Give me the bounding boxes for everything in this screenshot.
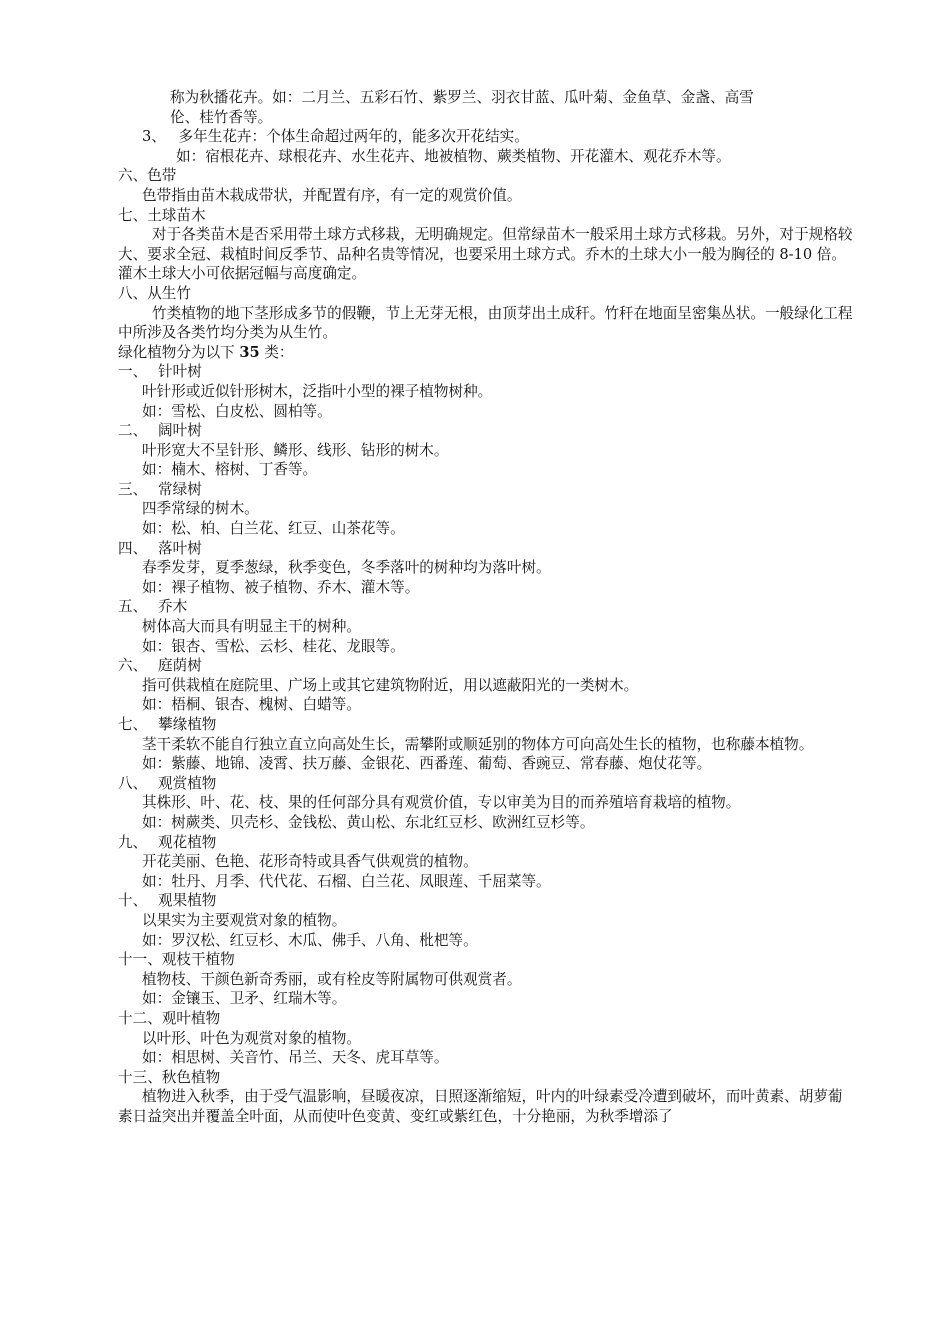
category-number: 三、 bbox=[118, 480, 148, 498]
category-title: 观叶植物 bbox=[161, 1009, 221, 1027]
category-number: 十一、 bbox=[118, 951, 162, 969]
category-number: 十、 bbox=[118, 892, 148, 910]
section-heading: 七、土球苗木 bbox=[118, 206, 206, 224]
category-examples: 如：牡丹、月季、代代花、石榴、白兰花、凤眼莲、千屈菜等。 bbox=[142, 872, 551, 890]
category-heading bbox=[118, 833, 854, 853]
category-number: 六、 bbox=[118, 657, 148, 675]
category-title: 观枝干植物 bbox=[161, 951, 235, 969]
text-line: 如：宿根花卉、球根花卉、水生花卉、地被植物、蕨类植物、开花灌木、观花乔木等。 bbox=[176, 147, 731, 165]
text-line: 伦、桂竹香等。 bbox=[170, 108, 273, 126]
text-line: 称为秋播花卉。如：二月兰、五彩石竹、紫罗兰、羽衣甘蓝、瓜叶菊、金鱼草、金盏、高雪 bbox=[170, 89, 754, 106]
category-title: 针叶树 bbox=[158, 363, 202, 381]
section-body: 植物进入秋季，由于受气温影响，昼暖夜凉，日照逐渐缩短，叶内的叶绿素受冷遭到破坏，而叶黄素、胡萝葡素日益突出并覆盖全叶面，从而使叶色变黄、变红或紫红色，十分艳丽，为秋季增添了 bbox=[118, 1088, 843, 1125]
category-number: 七、 bbox=[118, 716, 148, 733]
category-examples: 如：银杏、雪松、云杉、桂花、龙眼等。 bbox=[142, 637, 405, 655]
category-heading bbox=[118, 539, 854, 559]
category-description: 开花美丽、色艳、花形奇特或具香气供观赏的植物。 bbox=[142, 853, 478, 871]
document-page bbox=[118, 88, 854, 1126]
category-description: 指可供栽植在庭院里、广场上或其它建筑物附近，用以遮蔽阳光的一类树木。 bbox=[142, 676, 639, 694]
category-examples: 如：松、柏、白兰花、红豆、山茶花等。 bbox=[142, 520, 405, 538]
category-heading bbox=[118, 774, 854, 794]
section-body: 对于各类苗木是否采用带土球方式移栽，无明确规定。但常绿苗木一般采用土球方式移栽。另外，对于规格较大、要求全冠、栽植时间反季节、品种名贵等情况，也要采用土球方式。乔木的土球大小一般为胸径的 8-10 倍。灌木土球大小可依据冠幅与高度确定。 bbox=[118, 226, 853, 283]
category-description: 以叶形、叶色为观赏对象的植物。 bbox=[142, 1029, 361, 1047]
section-heading: 六、色带 bbox=[118, 167, 177, 185]
category-examples: 如：罗汉松、红豆杉、木瓜、佛手、八角、枇杷等。 bbox=[142, 931, 478, 949]
list-item-perennial bbox=[118, 127, 854, 147]
category-description: 其株形、叶、花、枝、果的任何部分具有观赏价值，专以审美为目的而养殖培育栽培的植物。 bbox=[142, 794, 741, 812]
category-description: 树体高大而具有明显主干的树种。 bbox=[142, 618, 361, 636]
category-title: 常绿树 bbox=[158, 480, 202, 498]
category-heading bbox=[118, 421, 854, 441]
category-count: 35 bbox=[239, 343, 260, 361]
category-heading bbox=[118, 362, 854, 382]
category-examples: 如：紫藤、地锦、凌霄、扶万藤、金银花、西番莲、葡萄、香豌豆、常春藤、炮仗花等。 bbox=[142, 755, 712, 773]
category-number: 五、 bbox=[118, 598, 148, 616]
category-number: 二、 bbox=[118, 422, 148, 440]
category-heading bbox=[118, 1009, 854, 1029]
category-description: 春季发芽，夏季葱绿，秋季变色，冬季落叶的树种均为落叶树。 bbox=[142, 559, 551, 577]
section-heading: 十三、秋色植物 bbox=[118, 1068, 221, 1086]
category-description: 叶形宽大不呈针形、鳞形、线形、钻形的树木。 bbox=[142, 441, 449, 459]
intro-text: 绿化植物分为以下 bbox=[118, 343, 240, 361]
category-description: 以果实为主要观赏对象的植物。 bbox=[142, 911, 347, 929]
list-number: 3、 bbox=[142, 128, 166, 146]
list-text: 多年生花卉：个体生命超过两年的，能多次开花结实。 bbox=[178, 128, 529, 146]
category-examples: 如：梧桐、银杏、槐树、白蜡等。 bbox=[142, 696, 361, 714]
section-body: 竹类植物的地下茎形成多节的假鞭，节上无芽无根，由顶芽出土成秆。竹秆在地面呈密集丛状。一般绿化工程中所涉及各类竹均分类为从生竹。 bbox=[118, 304, 853, 342]
category-title: 庭荫树 bbox=[158, 657, 202, 675]
category-heading bbox=[118, 891, 854, 911]
category-number: 九、 bbox=[118, 833, 148, 851]
category-title: 阔叶树 bbox=[158, 422, 202, 440]
category-list bbox=[118, 362, 854, 1067]
category-heading bbox=[118, 597, 854, 617]
category-heading bbox=[118, 950, 854, 970]
classification-intro bbox=[118, 343, 854, 363]
category-number: 十二、 bbox=[118, 1009, 162, 1027]
category-description: 植物枝、干颜色新奇秀丽，或有栓皮等附属物可供观赏者。 bbox=[142, 970, 522, 988]
category-title: 落叶树 bbox=[158, 539, 202, 557]
category-heading bbox=[118, 715, 854, 735]
category-title: 观赏植物 bbox=[158, 774, 217, 792]
category-title: 乔木 bbox=[158, 598, 188, 616]
category-examples: 如：裸子植物、被子植物、乔木、灌木等。 bbox=[142, 578, 420, 596]
category-description: 茎干柔软不能自行独立直立向高处生长，需攀附或顺延别的物体方可向高处生长的植物，也称藤本植物。 bbox=[142, 735, 814, 753]
category-title: 观果植物 bbox=[158, 892, 217, 910]
category-description: 叶针形或近似针形树木，泛指叶小型的裸子植物树种。 bbox=[142, 382, 493, 400]
category-number: 八、 bbox=[118, 774, 148, 792]
section-body: 色带指由苗木栽成带状，并配置有序，有一定的观赏价值。 bbox=[142, 186, 522, 204]
category-examples: 如：雪松、白皮松、圆柏等。 bbox=[142, 402, 332, 420]
category-heading bbox=[118, 480, 854, 500]
category-title: 观花植物 bbox=[158, 833, 217, 851]
category-examples: 如：相思树、关音竹、吊兰、天冬、虎耳草等。 bbox=[142, 1049, 449, 1067]
intro-text-end: 类： bbox=[259, 343, 294, 361]
category-examples: 如：树蕨类、贝壳杉、金钱松、黄山松、东北红豆杉、欧洲红豆杉等。 bbox=[142, 813, 595, 831]
category-examples: 如：金镶玉、卫矛、红瑞木等。 bbox=[142, 990, 347, 1008]
category-heading bbox=[118, 656, 854, 676]
category-number: 四、 bbox=[118, 539, 148, 557]
category-title: 攀缘植物 bbox=[158, 716, 217, 733]
section-heading: 八、从生竹 bbox=[118, 284, 191, 302]
category-examples: 如：楠木、榕树、丁香等。 bbox=[142, 461, 318, 479]
category-number: 一、 bbox=[118, 363, 148, 381]
category-description: 四季常绿的树木。 bbox=[142, 500, 259, 518]
